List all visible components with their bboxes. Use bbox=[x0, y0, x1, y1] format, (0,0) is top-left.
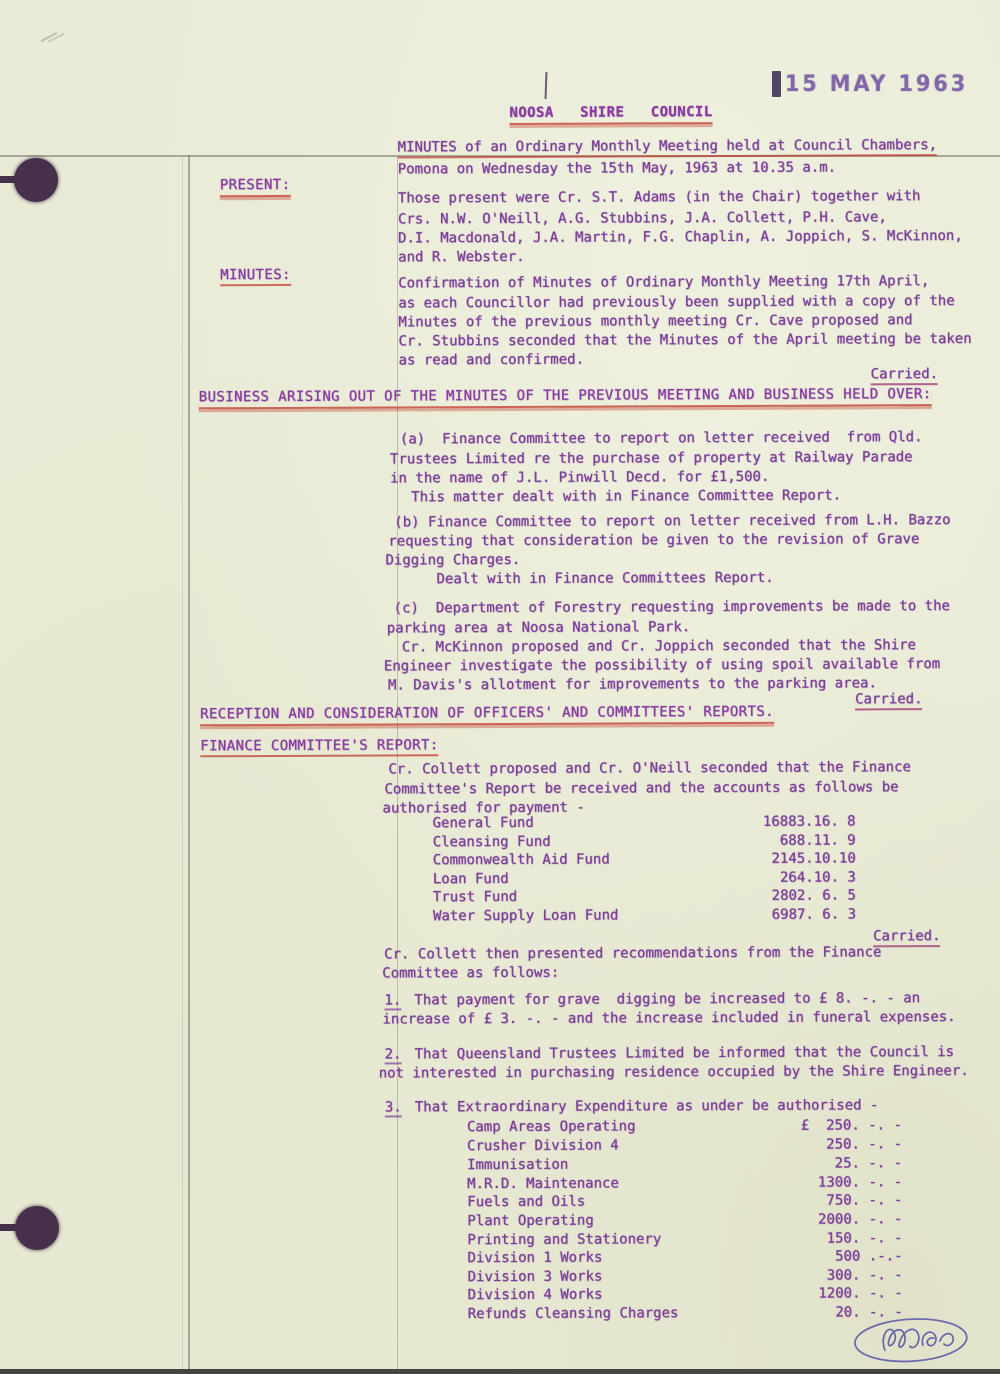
expenditure-amount: 500 .-.- bbox=[835, 1248, 903, 1265]
minutes-line: Confirmation of Minutes of Ordinary Monthly Meeting 17th April, bbox=[398, 273, 930, 292]
rec-3-line: That Extraordinary Expenditure as under be authorised - bbox=[414, 1097, 879, 1116]
present-line: and R. Webster. bbox=[398, 248, 525, 266]
expenditure-amount: 750. -. - bbox=[826, 1192, 903, 1209]
fund-label: Cleansing Fund bbox=[432, 833, 551, 851]
expenditure-amount: 25. -. - bbox=[834, 1155, 903, 1172]
expenditure-label: Division 1 Works bbox=[467, 1249, 603, 1267]
expenditure-amount: 250. -. - bbox=[826, 1136, 903, 1153]
date-stamp: 15 MAY 1963 bbox=[784, 72, 969, 97]
item-c-line: M. Davis's allotment for improvements to the parking area. bbox=[387, 675, 877, 694]
finance-report-heading bbox=[200, 737, 438, 755]
item-b-line: Dealt with in Finance Committees Report. bbox=[436, 569, 774, 588]
fund-label: Commonwealth Aid Fund bbox=[432, 851, 610, 869]
minutes-line: Minutes of the previous monthly meeting Cr. Cave proposed and bbox=[398, 312, 913, 331]
expenditure-label: M.R.D. Maintenance bbox=[467, 1175, 619, 1193]
carried-note bbox=[855, 691, 923, 708]
carried-note bbox=[873, 928, 941, 945]
item-c-line: parking area at Noosa National Park. bbox=[386, 619, 691, 637]
handwritten-initials-signature bbox=[841, 1310, 981, 1371]
business-arising-heading bbox=[199, 386, 932, 406]
expenditure-label: Division 4 Works bbox=[467, 1286, 603, 1304]
reception-heading bbox=[200, 704, 774, 724]
rec-1-number-text: 1. bbox=[384, 992, 402, 1009]
expenditure-label: Refunds Cleansing Charges bbox=[467, 1305, 679, 1323]
present-line: D.I. Macdonald, J.A. Martin, F.G. Chaplin, A. Joppich, S. McKinnon, bbox=[398, 227, 963, 247]
expenditure-amount: 1300. -. - bbox=[817, 1174, 903, 1191]
recommendations-intro-line: Committee as follows: bbox=[382, 964, 560, 982]
rec-2-number bbox=[385, 1046, 402, 1063]
expenditure-amount: 20. -. - bbox=[835, 1304, 903, 1321]
fund-amount: 264.10. 3 bbox=[779, 869, 856, 886]
minutes-label-text: MINUTES: bbox=[220, 267, 291, 286]
expenditure-label: Plant Operating bbox=[467, 1212, 594, 1230]
fund-label: Trust Fund bbox=[432, 888, 518, 906]
item-b-line: requesting that consideration be given to the revision of Grave bbox=[388, 531, 920, 550]
item-a-line: in the name of J.L. Pinwill Decd. for £1,500. bbox=[390, 468, 770, 487]
expenditure-amount: 150. -. - bbox=[826, 1230, 903, 1247]
present-label bbox=[220, 177, 291, 194]
finance-intro-line: Cr. Collett proposed and Cr. O'Neill seconded that the Finance bbox=[388, 759, 911, 778]
item-a-line: Trustees Limited re the purchase of property at Railway Parade bbox=[389, 449, 913, 468]
item-c-line: Cr. McKinnon proposed and Cr. Joppich seconded that the Shire bbox=[401, 637, 917, 656]
expenditure-amount: 2000. -. - bbox=[817, 1211, 903, 1228]
page-title-text: NOOSA SHIRE COUNCIL bbox=[509, 104, 712, 125]
intro-line-1-text: MINUTES of an Ordinary Monthly Meeting held at Council Chambers, bbox=[398, 137, 938, 158]
expenditure-label: Immunisation bbox=[467, 1156, 569, 1174]
fund-label: General Fund bbox=[432, 814, 534, 832]
carried-text: Carried. bbox=[855, 691, 923, 710]
fund-amount: 2145.10.10 bbox=[771, 850, 856, 867]
minutes-line: as each Councillor had previously been supplied with a copy of the bbox=[398, 293, 955, 312]
finance-intro-line: authorised for payment - bbox=[382, 799, 585, 817]
expenditure-label: Fuels and Oils bbox=[467, 1193, 586, 1211]
carried-text: Carried. bbox=[871, 366, 939, 385]
rec-3-number-text: 3. bbox=[384, 1099, 402, 1116]
rec-1-line: increase of £ 3. -. - and the increase included in funeral expenses. bbox=[382, 1009, 956, 1028]
expenditure-amount: £ 250. -. - bbox=[800, 1117, 902, 1134]
finance-intro-line: Committee's Report be received and the accounts as follows be bbox=[384, 779, 899, 798]
expenditure-label: Division 3 Works bbox=[467, 1268, 603, 1286]
finance-report-heading-text: FINANCE COMMITTEE'S REPORT: bbox=[200, 737, 438, 757]
minutes-line: Cr. Stubbins seconded that the Minutes of the April meeting be taken bbox=[398, 330, 972, 350]
page-title bbox=[509, 104, 712, 122]
present-line: Crs. N.W. O'Neill, A.G. Stubbins, J.A. Collett, P.H. Cave, bbox=[397, 209, 887, 228]
rec-1-number bbox=[384, 992, 401, 1009]
rec-1-line: That payment for grave digging be increased to £ 8. -. - an bbox=[414, 990, 921, 1009]
item-a-line: This matter dealt with in Finance Committee Report. bbox=[411, 487, 842, 506]
minutes-label bbox=[220, 267, 291, 284]
present-label-text: PRESENT: bbox=[220, 177, 291, 197]
rec-2-line: not interested in purchasing residence occupied by the Shire Engineer. bbox=[378, 1062, 969, 1082]
item-c-line: (c) Department of Forestry requesting improvements be made to the bbox=[393, 598, 950, 617]
expenditure-label: Camp Areas Operating bbox=[466, 1118, 636, 1136]
intro-line-1 bbox=[398, 137, 938, 156]
intro-line-2: Pomona on Wednesday the 15th May, 1963 at 10.35 a.m. bbox=[397, 159, 837, 178]
rec-3-number bbox=[385, 1099, 402, 1116]
business-arising-heading-text: BUSINESS ARISING OUT OF THE MINUTES OF THE PREVIOUS MEETING AND BUSINESS HELD OVER: bbox=[199, 386, 932, 409]
recommendations-intro-line: Cr. Collett then presented recommendations from the Finance bbox=[384, 944, 882, 963]
expenditure-label: Printing and Stationery bbox=[467, 1231, 662, 1249]
expenditure-amount: 300. -. - bbox=[826, 1267, 903, 1284]
item-c-line: Engineer investigate the possibility of using spoil available from bbox=[383, 656, 941, 675]
rec-2-number-text: 2. bbox=[384, 1046, 402, 1063]
fund-label: Loan Fund bbox=[432, 870, 509, 888]
fund-amount: 6987. 6. 3 bbox=[771, 906, 857, 923]
rec-2-line: That Queensland Trustees Limited be informed that the Council is bbox=[414, 1044, 955, 1063]
carried-note bbox=[871, 366, 939, 383]
expenditure-amount: 1200. -. - bbox=[818, 1285, 903, 1302]
item-b-line: Digging Charges. bbox=[385, 551, 521, 569]
fund-label: Water Supply Loan Fund bbox=[432, 907, 619, 925]
item-b-line: (b) Finance Committee to report on letter received from L.H. Bazzo bbox=[394, 512, 951, 531]
present-line: Those present were Cr. S.T. Adams (in the Chair) together with bbox=[397, 188, 921, 207]
item-a-line: (a) Finance Committee to report on letter received from Qld. bbox=[399, 429, 923, 448]
fund-amount: 688.11. 9 bbox=[779, 832, 856, 849]
expenditure-label: Crusher Division 4 bbox=[466, 1137, 619, 1155]
carried-text: Carried. bbox=[873, 928, 941, 947]
fund-amount: 16883.16. 8 bbox=[762, 813, 856, 830]
fund-amount: 2802. 6. 5 bbox=[771, 887, 856, 904]
reception-heading-text: RECEPTION AND CONSIDERATION OF OFFICERS' AND COMMITTEES' REPORTS. bbox=[200, 704, 774, 727]
minutes-line: as read and confirmed. bbox=[398, 351, 585, 369]
